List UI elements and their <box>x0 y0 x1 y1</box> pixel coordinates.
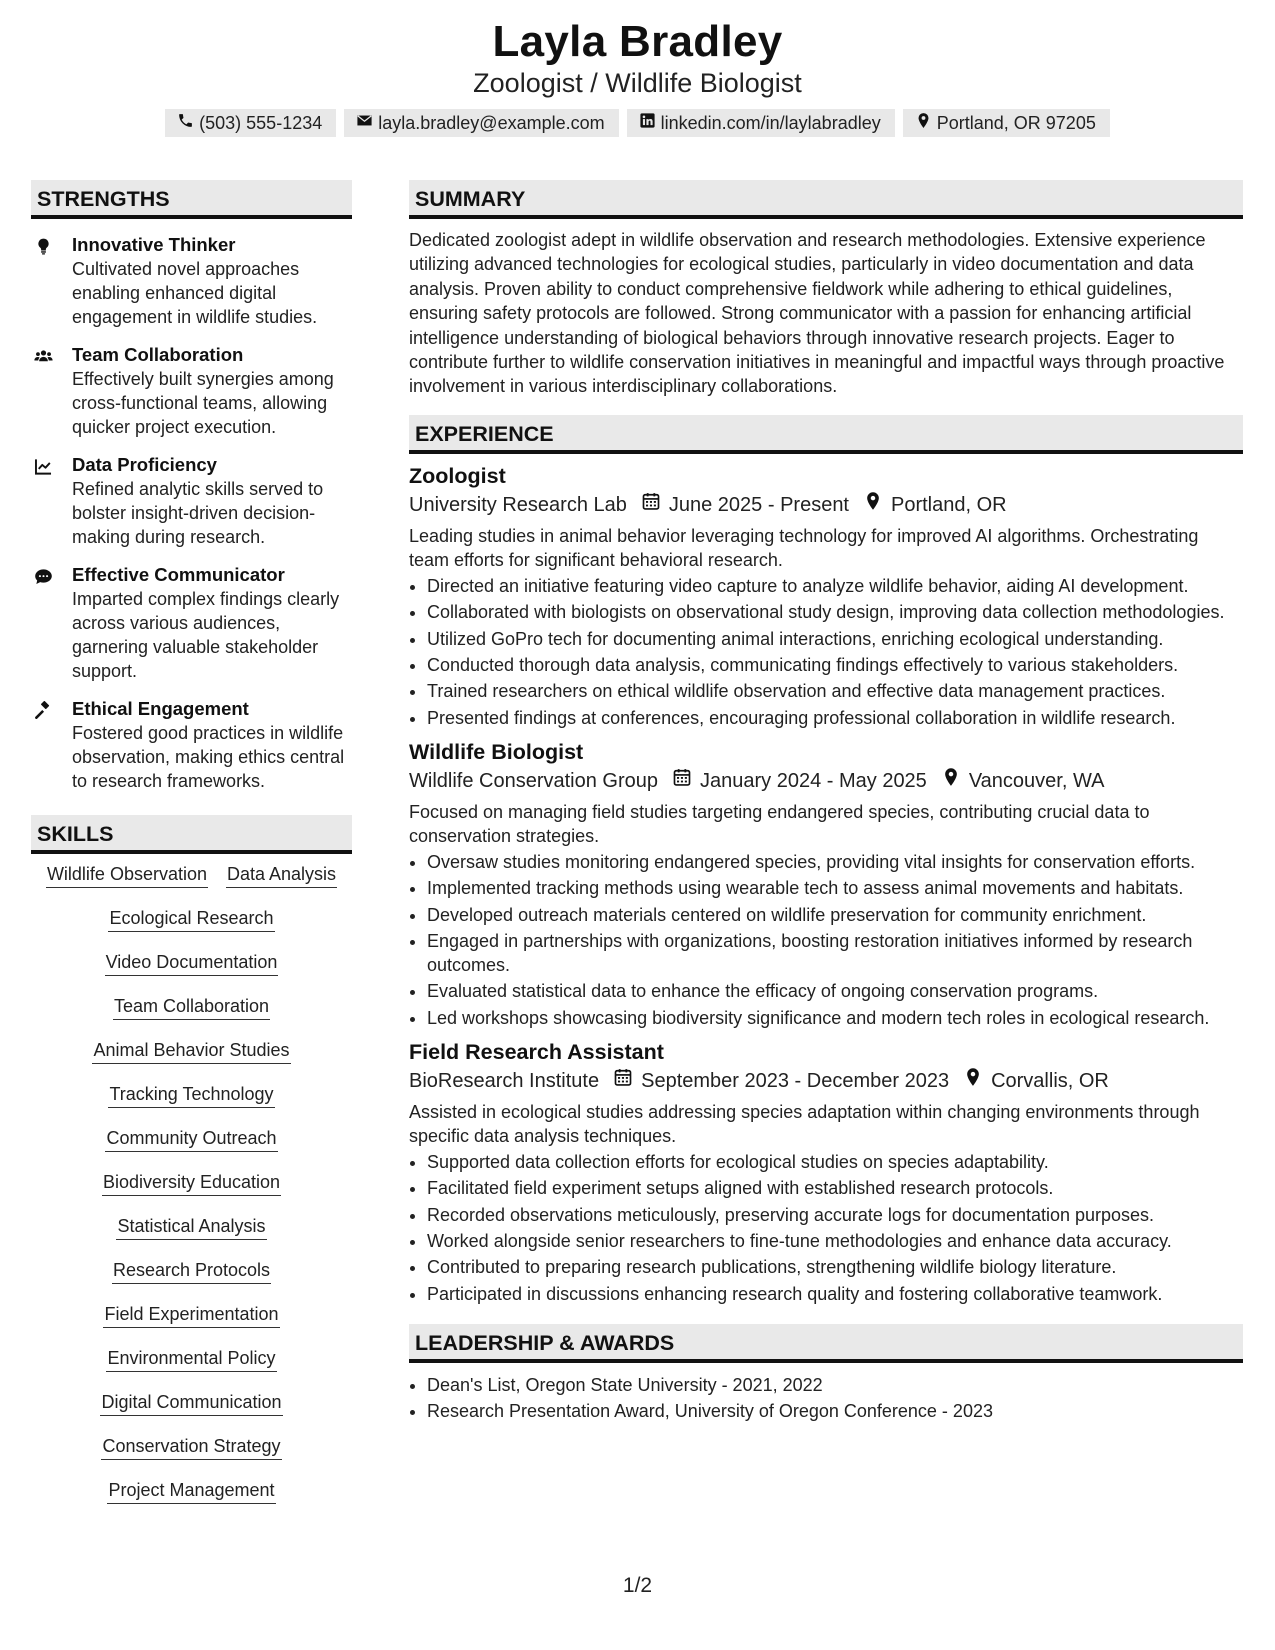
calendar-icon <box>658 766 700 796</box>
strength-title: Team Collaboration <box>72 344 244 365</box>
strength-title: Data Proficiency <box>72 454 217 475</box>
map-pin-icon <box>915 112 932 134</box>
phone-text: (503) 555-1234 <box>199 112 323 133</box>
skills-list <box>31 854 352 1522</box>
job-bullets <box>409 574 1243 730</box>
summary-text: Dedicated zoologist adept in wildlife observation and research methodologies. Extensive experience utilizing advanced technologies for ecological studies, particularly in video documentation and data analysis. Proven ability to conduct comprehensive fieldwork while adhering to ethical guidelines, ensuring safety protocols are followed. Strong communicator with a passion for enhancing artificial intelligence understanding of biological behaviors through innovative research projects. Eager to contribute further to wildlife conservation initiatives in meaningful and impactful ways through proactive involvement in various interdisciplinary collaborations. <box>409 230 1225 397</box>
chart-line-icon <box>31 453 72 549</box>
job-bullet: • Oversaw studies monitoring endangered species, providing vital insights for conservation efforts. <box>427 850 1243 874</box>
skill-tag: Tracking Technology <box>108 1082 274 1108</box>
job-bullet: • Presented findings at conferences, encouraging professional collaboration in wildlife research. <box>427 706 1243 730</box>
strength-title: Innovative Thinker <box>72 234 236 255</box>
candidate-title: Zoologist / Wildlife Biologist <box>473 68 802 99</box>
skill-tag: Research Protocols <box>112 1258 271 1284</box>
job-entry <box>409 738 1243 1030</box>
strength-item <box>31 233 352 329</box>
calendar-icon <box>599 1066 641 1096</box>
strength-item <box>31 343 352 439</box>
gavel-icon <box>31 697 72 793</box>
skills-heading: SKILLS <box>31 815 352 854</box>
linkedin-text: linkedin.com/in/laylabradley <box>660 112 881 133</box>
summary-heading: SUMMARY <box>409 180 1243 219</box>
job-bullet: • Led workshops showcasing biodiversity significance and modern tech roles in ecological research. <box>427 1006 1243 1030</box>
job-bullet: • Utilized GoPro tech for documenting animal interactions, enriching ecological understanding. <box>427 627 1243 651</box>
phone-icon <box>177 112 194 134</box>
left-column <box>31 180 352 1522</box>
job-dates: September 2023 - December 2023 <box>641 1069 950 1092</box>
job-dates: June 2025 - Present <box>668 493 849 516</box>
skill-tag: Digital Communication <box>100 1390 282 1416</box>
job-location: Vancouver, WA <box>968 769 1105 792</box>
job-bullet: • Trained researchers on ethical wildlife observation and effective data management practices. <box>427 679 1243 703</box>
map-pin-icon <box>927 766 969 796</box>
awards-heading: LEADERSHIP & AWARDS <box>409 1324 1243 1363</box>
strength-item <box>31 453 352 549</box>
experience-heading: EXPERIENCE <box>409 415 1243 454</box>
contact-linkedin[interactable] <box>627 109 895 137</box>
skill-tag: Video Documentation <box>105 950 279 976</box>
company-name: Wildlife Conservation Group <box>409 769 658 792</box>
job-location: Portland, OR <box>891 493 1007 516</box>
skill-tag: Community Outreach <box>105 1126 277 1152</box>
strength-desc: Fostered good practices in wildlife observation, making ethics central to research frameworks. <box>72 723 345 791</box>
job-title: Field Research Assistant <box>409 1039 664 1064</box>
users-icon <box>31 343 72 439</box>
job-bullet: • Worked alongside senior researchers to fine-tune methodologies and enhance data accuracy. <box>427 1229 1243 1253</box>
skill-tag: Conservation Strategy <box>101 1434 281 1460</box>
comment-icon <box>31 563 72 683</box>
page-number: 1/2 <box>622 1574 653 1597</box>
strength-item <box>31 697 352 793</box>
skill-tag: Wildlife Observation <box>46 862 208 888</box>
job-bullet: • Facilitated field experiment setups aligned with established research protocols. <box>427 1176 1243 1200</box>
job-bullet: • Evaluated statistical data to enhance the efficacy of ongoing conservation programs. <box>427 979 1243 1003</box>
job-meta <box>409 1066 1243 1096</box>
job-title: Zoologist <box>409 463 506 488</box>
award-item: • Research Presentation Award, University of Oregon Conference - 2023 <box>427 1399 1243 1423</box>
right-column <box>409 180 1243 1425</box>
email-text: layla.bradley@example.com <box>378 112 605 133</box>
job-bullet: • Engaged in partnerships with organizations, boosting restoration initiatives informed by research outcomes. <box>427 929 1243 977</box>
job-entry <box>409 462 1243 730</box>
strength-desc: Refined analytic skills served to bolster insight-driven decision-making during research. <box>72 479 324 547</box>
strength-desc: Imparted complex findings clearly across various audiences, garnering valuable stakeholder support. <box>72 589 340 681</box>
job-meta <box>409 766 1243 796</box>
contact-location <box>903 109 1110 137</box>
job-description: Focused on managing field studies targeting endangered species, contributing crucial data to conservation strategies. <box>409 801 1150 846</box>
job-description: Assisted in ecological studies addressing species adaptation within changing environments through specific data analysis techniques. <box>409 1101 1200 1146</box>
contact-email[interactable] <box>344 109 618 137</box>
job-bullet: • Contributed to preparing research publications, strengthening wildlife biology literature. <box>427 1255 1243 1279</box>
skill-tag: Project Management <box>107 1478 275 1504</box>
map-pin-icon <box>949 1066 991 1096</box>
company-name: University Research Lab <box>409 493 627 516</box>
skill-tag: Environmental Policy <box>106 1346 276 1372</box>
skill-tag: Field Experimentation <box>103 1302 279 1328</box>
job-description: Leading studies in animal behavior leveraging technology for improved AI algorithms. Orchestrating team efforts for significant behavioral research. <box>409 525 1199 570</box>
map-pin-icon <box>849 490 891 520</box>
job-location: Corvallis, OR <box>991 1069 1109 1092</box>
job-bullet: • Implemented tracking methods using wearable tech to assess animal movements and habitats. <box>427 876 1243 900</box>
skill-tag: Statistical Analysis <box>116 1214 266 1240</box>
skill-tag: Team Collaboration <box>113 994 270 1020</box>
linkedin-icon <box>639 112 656 134</box>
job-bullet: • Directed an initiative featuring video capture to analyze wildlife behavior, aiding AI development. <box>427 574 1243 598</box>
job-bullet: • Recorded observations meticulously, preserving accurate logs for documentation purposes. <box>427 1203 1243 1227</box>
job-bullet: • Conducted thorough data analysis, communicating findings effectively to various stakeholders. <box>427 653 1243 677</box>
job-bullet: • Supported data collection efforts for ecological studies on species adaptability. <box>427 1150 1243 1174</box>
calendar-icon <box>627 490 669 520</box>
job-bullets <box>409 850 1243 1030</box>
location-text: Portland, OR 97205 <box>936 112 1096 133</box>
strength-desc: Cultivated novel approaches enabling enhanced digital engagement in wildlife studies. <box>72 259 318 327</box>
skill-tag: Animal Behavior Studies <box>92 1038 290 1064</box>
skill-tag: Biodiversity Education <box>102 1170 281 1196</box>
job-meta <box>409 490 1243 520</box>
strength-desc: Effectively built synergies among cross-functional teams, allowing quicker project execution. <box>72 369 334 437</box>
job-title: Wildlife Biologist <box>409 739 584 764</box>
job-bullet: • Collaborated with biologists on observational study design, improving data collection methodologies. <box>427 600 1243 624</box>
candidate-name: Layla Bradley <box>492 17 783 66</box>
skill-tag: Data Analysis <box>226 862 337 888</box>
skill-tag: Ecological Research <box>108 906 274 932</box>
job-bullet: • Participated in discussions enhancing research quality and fostering collaborative teamwork. <box>427 1282 1243 1306</box>
strengths-heading: STRENGTHS <box>31 180 352 219</box>
strength-title: Ethical Engagement <box>72 698 249 719</box>
contact-bar <box>0 109 1275 137</box>
lightbulb-icon <box>31 233 72 329</box>
job-bullet: • Developed outreach materials centered on wildlife preservation for community enrichment. <box>427 903 1243 927</box>
company-name: BioResearch Institute <box>409 1069 600 1092</box>
resume-header <box>0 18 1275 137</box>
strength-item <box>31 563 352 683</box>
job-bullets <box>409 1150 1243 1306</box>
job-entry <box>409 1038 1243 1306</box>
strength-title: Effective Communicator <box>72 564 285 585</box>
envelope-icon <box>356 112 373 134</box>
awards-list <box>409 1373 1243 1423</box>
contact-phone[interactable] <box>165 109 336 137</box>
job-dates: January 2024 - May 2025 <box>700 769 927 792</box>
award-item: • Dean's List, Oregon State University - 2021, 2022 <box>427 1373 1243 1397</box>
